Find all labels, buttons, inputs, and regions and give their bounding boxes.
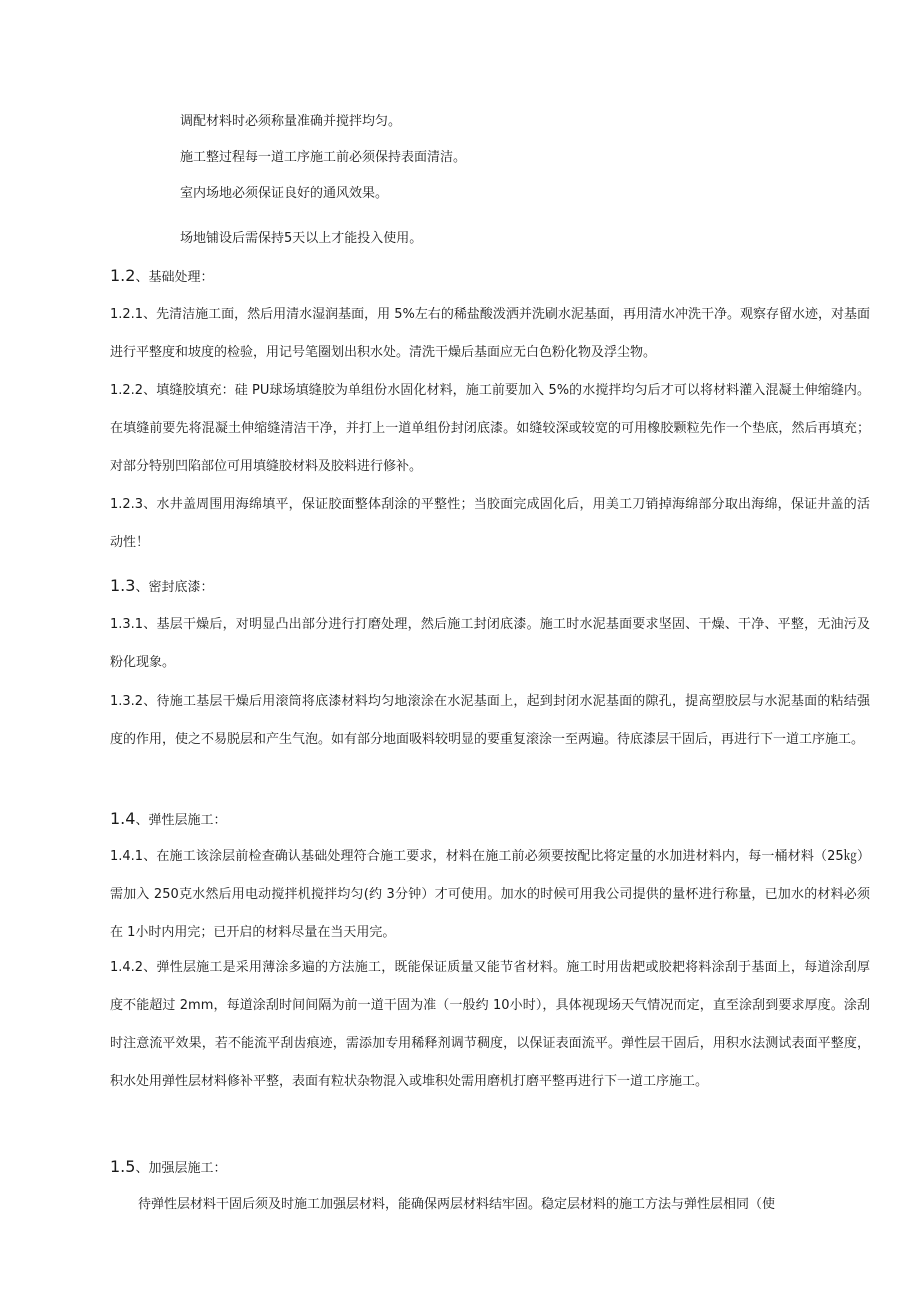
- section-number: 1.3: [110, 576, 136, 595]
- note-line: 调配材料时必须称量准确并搅拌均匀。: [180, 114, 402, 129]
- note-line: 施工整过程每一道工序施工前必须保持表面清洁。: [180, 150, 467, 165]
- paragraph-1-3-2: 1.3.2、待施工基层干燥后用滚筒将底漆材料均匀地滚涂在水泥基面上，起到封闭水泥基面的隙孔，提高塑胶层与水泥基面的粘结强度的作用，使之不易脱层和产生气泡。如有部分地面吸料较明显的要重复滚涂一至两遍。待底漆层干固后，再进行下一道工序施工。: [110, 694, 870, 747]
- section-heading-1-4: [110, 809, 226, 831]
- paragraph-1-3-1: 1.3.1、基层干燥后，对明显凸出部分进行打磨处理，然后施工封闭底漆。施工时水泥基面要求坚固、干燥、干净、平整，无油污及粉化现象。: [110, 617, 870, 670]
- section-number: 1.2: [110, 266, 136, 285]
- paragraph-1-5-1: 待弹性层材料干固后须及时施工加强层材料，能确保两层材料结牢固。稳定层材料的施工方法与弹性层相同（使: [138, 1197, 776, 1212]
- section-number: 1.5: [110, 1157, 136, 1176]
- section-heading-1-2: [110, 266, 213, 288]
- section-heading-1-5: [110, 1157, 226, 1179]
- paragraph-1-2-3: 1.2.3、水井盖周围用海绵填平，保证胶面整体刮涂的平整性；当胶面完成固化后，用美工刀销掉海绵部分取出海绵，保证井盖的活动性！: [110, 497, 870, 550]
- paragraph-1-2-2: 1.2.2、填缝胶填充：硅 PU球场填缝胶为单组份水固化材料，施工前要加入 5%的水搅拌均匀后才可以将材料灌入混凝土伸缩缝内。在填缝前要先将混凝土伸缩缝清洁干净，并打上一道单组份封闭底漆。如缝较深或较宽的可用橡胶颗粒先作一个垫底，然后再填充；对部分特别凹陷部位可用填缝胶材料及胶料进行修补。: [110, 383, 870, 474]
- paragraph-1-4-2: 1.4.2、弹性层施工是采用薄涂多遍的方法施工，既能保证质量又能节省材料。施工时用齿耙或胶耙将料涂刮于基面上，每道涂刮厚度不能超过 2mm，每道涂刮时间间隔为前一道干固为准（一般约 10小时），具体视现场天气情况而定，直至涂刮到要求厚度。涂刮时注意流平效果，若不能流平刮齿痕迹，需添加专用稀释剂调节稠度，以保证表面流平。弹性层干固后，用积水法测试表面平整度，积水处用弹性层材料修补平整，表面有粒状杂物混入或堆积处需用磨机打磨平整再进行下一道工序施工。: [110, 960, 870, 1089]
- paragraph-1-2-1: 1.2.1、先清洁施工面，然后用清水湿润基面，用 5%左右的稀盐酸泼洒并洗刷水泥基面，再用清水冲洗干净。观察存留水迹，对基面进行平整度和坡度的检验，用记号笔圈划出积水处。清洗干燥后基面应无白色粉化物及浮尘物。: [110, 307, 870, 360]
- section-number: 1.4: [110, 809, 136, 828]
- section-title: 、加强层施工：: [135, 1161, 227, 1176]
- section-title: 、弹性层施工：: [135, 813, 227, 828]
- section-title: 、密封底漆：: [135, 580, 214, 595]
- paragraph-1-4-1: 1.4.1、在施工该涂层前检查确认基础处理符合施工要求，材料在施工前必须要按配比将定量的水加进材料内，每一桶材料（25㎏）需加入 250克水然后用电动搅拌机搅拌均匀(约 3分钟）才可使用。加水的时候可用我公司提供的量杯进行称量，已加水的材料必须在 1小时内用完；已开启的材料尽量在当天用完。: [110, 849, 870, 940]
- note-line: 场地铺设后需保持5天以上才能投入使用。: [180, 231, 423, 246]
- section-title: 、基础处理：: [135, 270, 214, 285]
- note-line: 室内场地必须保证良好的通风效果。: [180, 186, 389, 201]
- section-heading-1-3: [110, 576, 213, 598]
